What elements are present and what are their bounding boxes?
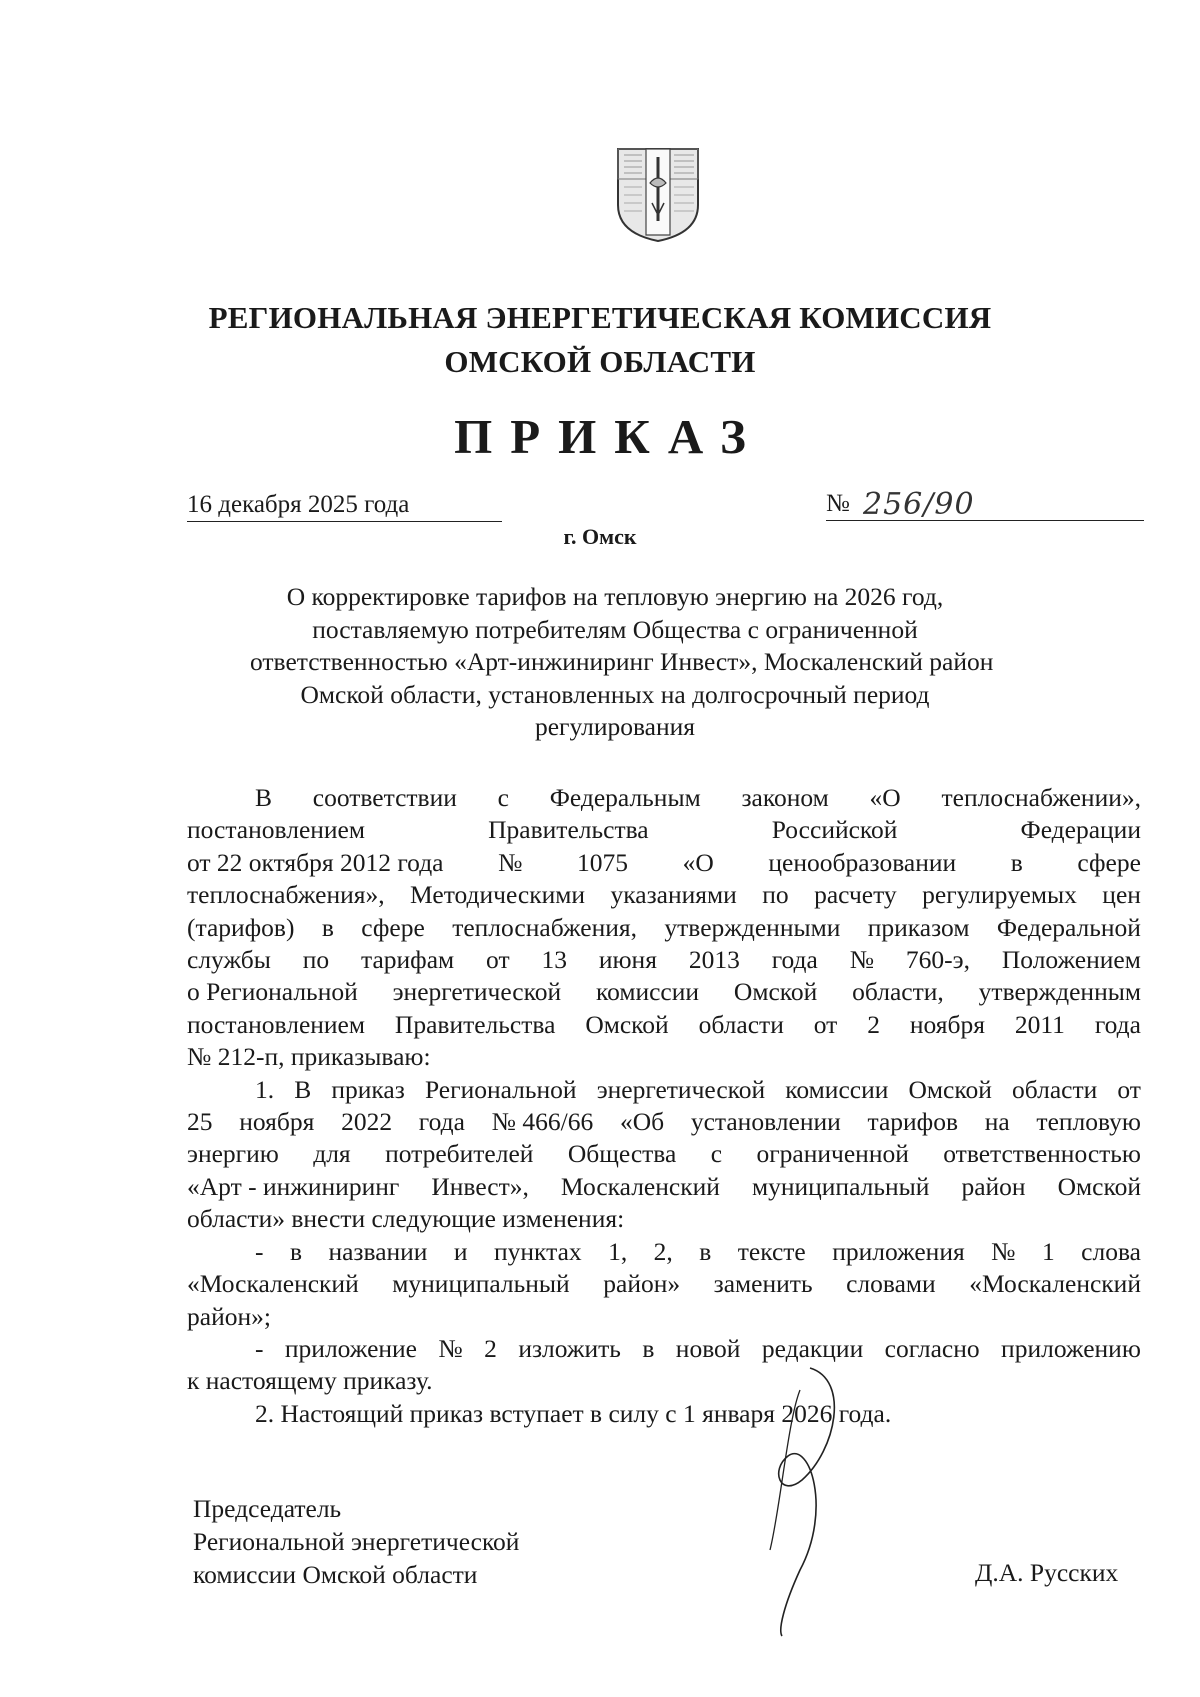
body-word: ограниченной <box>756 1139 909 1169</box>
body-word: тарифов <box>867 1107 958 1137</box>
body-word: № 212-п, приказываю: <box>187 1042 431 1072</box>
body-word: В <box>294 1074 312 1104</box>
body-word: № 466/66 <box>491 1107 594 1137</box>
body-word: с <box>710 1139 723 1169</box>
org-name-line1: РЕГИОНАЛЬНАЯ ЭНЕРГЕТИЧЕСКАЯ КОМИССИЯ <box>208 300 992 335</box>
body-word: в <box>699 1236 712 1266</box>
body-word: теплоснабжения, <box>452 912 638 942</box>
body-word: в <box>1010 847 1023 877</box>
body-word: постановлением <box>187 815 366 845</box>
body-word: «О <box>869 783 901 812</box>
handwritten-signature <box>740 1360 880 1640</box>
body-word: области» внести следующие изменения: <box>187 1204 625 1234</box>
body-line <box>187 976 1141 1008</box>
body-word: Методическими <box>410 880 586 910</box>
body-word: «О <box>682 847 714 877</box>
body-word: постановлением <box>187 1009 366 1039</box>
body-line <box>187 1365 1141 1397</box>
body-word: словами <box>846 1269 936 1299</box>
body-word: энергетической <box>596 1074 766 1104</box>
body-word: Правительства <box>488 815 649 845</box>
body-word: июня <box>598 945 657 975</box>
body-word: новой <box>675 1333 741 1363</box>
body-word: Инвест», <box>431 1171 529 1201</box>
body-word: ноября <box>239 1107 315 1137</box>
body-word: «Москаленский <box>187 1269 359 1299</box>
body-word: к настоящему приказу. <box>187 1366 433 1396</box>
body-word: редакции <box>761 1333 864 1363</box>
body-word: области, <box>852 977 944 1007</box>
body-word: слова <box>1081 1236 1141 1266</box>
body-word: 1. <box>255 1074 275 1104</box>
signatory-position <box>193 1492 519 1591</box>
body-line <box>187 782 1141 814</box>
body-word: В <box>255 783 273 812</box>
document-body <box>187 782 1141 1430</box>
body-word: заменить <box>713 1269 813 1299</box>
body-word: на <box>984 1107 1010 1137</box>
body-word: для <box>313 1139 351 1169</box>
body-word: Положением <box>1001 945 1141 975</box>
body-word: пунктах <box>494 1236 582 1266</box>
body-word: расчету <box>814 880 897 910</box>
body-word: № <box>438 1333 463 1363</box>
body-word: 2. Настоящий приказ вступает в силу с 1 января 2026 года. <box>255 1398 892 1428</box>
body-line <box>187 1171 1141 1203</box>
document-number-field <box>826 487 1144 521</box>
body-word: ноября <box>909 1009 985 1039</box>
body-word: названии <box>328 1236 428 1266</box>
body-word: Омской <box>585 1009 669 1039</box>
title-line: поставляемую потребителям Общества с ограниченной <box>312 614 918 644</box>
body-word: приложения <box>832 1236 965 1266</box>
body-word: сфере <box>361 912 425 942</box>
body-word: приказом <box>867 912 970 942</box>
body-word: приказ <box>331 1074 405 1104</box>
body-word: изложить <box>518 1333 621 1363</box>
body-word: 2 <box>484 1333 497 1363</box>
body-word: 2022 <box>341 1107 393 1137</box>
title-line: О корректировке тарифов на тепловую энергию на 2026 год, <box>286 582 944 611</box>
document-date: 16 декабря 2025 года <box>187 490 502 522</box>
body-line <box>187 1074 1141 1106</box>
body-word: комиссии <box>595 977 700 1007</box>
body-word: (тарифов) <box>187 912 295 942</box>
body-word: Омской <box>1057 1171 1141 1201</box>
coat-of-arms-icon <box>616 143 700 243</box>
body-word: указаниями <box>610 880 737 910</box>
body-word: район»; <box>187 1301 271 1331</box>
body-word: тексте <box>737 1236 806 1266</box>
body-line <box>187 1106 1141 1138</box>
body-word: тарифам <box>361 945 455 975</box>
document-type: ПРИКАЗ <box>454 409 764 464</box>
body-word: в <box>642 1333 655 1363</box>
position-line: комиссии Омской области <box>193 1560 478 1589</box>
body-word: и <box>453 1236 468 1266</box>
body-word: с <box>497 783 509 812</box>
body-word: 1075 <box>577 847 629 877</box>
body-word: потребителей <box>385 1139 534 1169</box>
body-word: 2 <box>867 1009 880 1039</box>
body-word: Федеральной <box>996 912 1141 942</box>
body-line <box>187 944 1141 976</box>
body-word: года <box>1094 1009 1141 1039</box>
title-line: Омской области, установленных на долгосрочный период <box>300 679 930 709</box>
body-line <box>187 814 1141 846</box>
title-line: регулирования <box>534 712 696 741</box>
body-line <box>187 1333 1141 1365</box>
body-word: области <box>698 1009 784 1039</box>
body-word: энергию <box>187 1139 279 1169</box>
body-word: Федерации <box>1020 815 1141 845</box>
body-word: Омской <box>733 977 818 1007</box>
body-word: приложение <box>284 1333 418 1363</box>
body-word: «Об <box>619 1107 665 1137</box>
body-line <box>187 1268 1141 1300</box>
body-word: «Арт - инжиниринг <box>187 1171 400 1201</box>
body-word: области <box>1012 1074 1098 1104</box>
body-line <box>187 1398 1141 1430</box>
body-word: - <box>255 1333 264 1363</box>
title-line: ответственностью «Арт-инжиниринг Инвест», Москаленский район <box>250 647 994 676</box>
body-word: в <box>321 912 334 942</box>
body-line <box>187 847 1141 879</box>
body-word: согласно <box>884 1333 980 1363</box>
body-word: цен <box>1102 880 1141 910</box>
body-line <box>187 912 1141 944</box>
body-word: район» <box>603 1269 681 1299</box>
body-word: Региональной <box>424 1074 577 1104</box>
body-line <box>187 1009 1141 1041</box>
body-word: № <box>849 945 875 975</box>
body-word: от <box>486 945 510 975</box>
body-word: утвержденными <box>664 912 841 942</box>
body-word: от <box>1117 1074 1141 1104</box>
body-word: 2011 <box>1014 1009 1065 1039</box>
body-word: комиссии <box>785 1074 889 1104</box>
body-word: Общества <box>567 1139 677 1169</box>
body-word: Российской <box>771 815 898 845</box>
number-sign: № <box>826 490 850 517</box>
body-word: приложению <box>1001 1333 1141 1363</box>
body-word: соответствии <box>312 783 457 812</box>
signatory-name: Д.А. Русских <box>975 1558 1119 1587</box>
body-word: регулируемых <box>922 880 1077 910</box>
body-word: теплоснабжения», <box>187 880 385 910</box>
body-word: № <box>498 847 523 877</box>
body-word: муниципальный <box>751 1171 930 1201</box>
body-word: 1, <box>608 1236 628 1266</box>
body-word: 2, <box>653 1236 673 1266</box>
body-word: тепловую <box>1036 1107 1141 1137</box>
org-name-line2: ОМСКОЙ ОБЛАСТИ <box>444 344 756 379</box>
city: г. Омск <box>563 524 637 549</box>
body-word: 25 <box>187 1107 213 1137</box>
document-number: 256/90 <box>863 487 975 522</box>
body-word: № <box>991 1236 1016 1266</box>
body-word: от <box>813 1009 838 1039</box>
body-word: законом <box>741 783 829 812</box>
body-word: ответственностью <box>943 1139 1141 1169</box>
body-word: ценообразовании <box>768 847 957 877</box>
document-title <box>250 581 994 744</box>
position-line: Председатель <box>193 1494 342 1523</box>
body-word: установлении <box>690 1107 841 1137</box>
body-word: 2013 <box>688 945 740 975</box>
position-line: Региональной энергетической <box>193 1527 520 1556</box>
body-word: муниципальный <box>392 1269 570 1299</box>
body-word: года <box>418 1107 465 1137</box>
body-line <box>187 1203 1141 1235</box>
body-word: Правительства <box>394 1009 556 1039</box>
body-word: 1 <box>1041 1236 1055 1266</box>
body-word: в <box>289 1236 302 1266</box>
body-word: район <box>961 1171 1026 1201</box>
body-word: 13 <box>541 945 567 975</box>
body-line <box>187 1138 1141 1170</box>
body-word: Омской <box>908 1074 992 1104</box>
body-word: теплоснабжении», <box>941 783 1141 812</box>
body-word: - <box>255 1236 264 1266</box>
body-line <box>187 1236 1141 1268</box>
body-word: по <box>302 945 330 975</box>
body-word: «Москаленский <box>969 1269 1141 1299</box>
body-word: о Региональной <box>187 977 358 1007</box>
body-word: 760-э, <box>905 945 970 975</box>
body-word: энергетической <box>392 977 562 1007</box>
body-word: по <box>762 880 789 910</box>
body-word: Москаленский <box>560 1171 720 1201</box>
body-word: службы <box>187 945 271 975</box>
body-word: сфере <box>1077 847 1141 877</box>
body-word: года <box>771 945 818 975</box>
body-line <box>187 1041 1141 1073</box>
body-line <box>187 1301 1141 1333</box>
body-word: утвержденным <box>978 977 1141 1007</box>
body-word: от 22 октября 2012 года <box>187 847 444 877</box>
body-line <box>187 879 1141 911</box>
body-word: Федеральным <box>549 783 701 812</box>
